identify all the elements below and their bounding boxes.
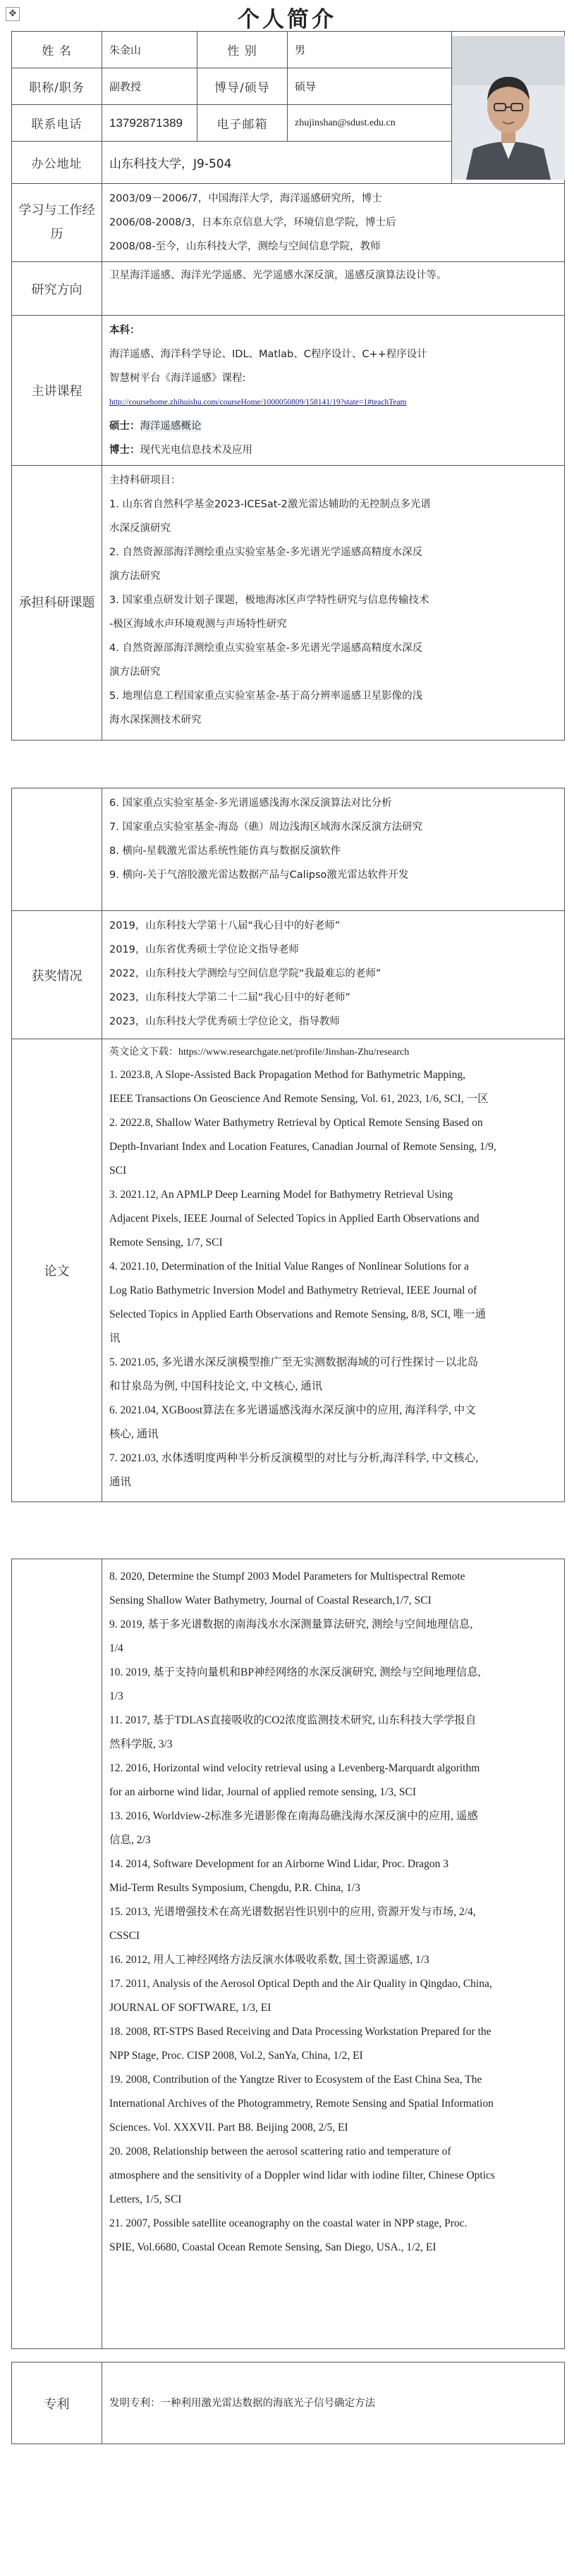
project-line: 海水深探测技术研究 xyxy=(109,714,202,726)
paper-line: 18. 2008, RT-STPS Based Receiving and Data Processing Workstation Prepared for the xyxy=(109,2026,491,2038)
supervisor-label: 博导/硕导 xyxy=(197,68,288,105)
awards-body xyxy=(102,911,565,1039)
patents-body xyxy=(102,2363,565,2444)
papers-continued-label xyxy=(12,1559,102,2349)
paper-line: CSSCI xyxy=(109,1930,140,1942)
research-body xyxy=(102,262,565,316)
papers-body xyxy=(102,1039,565,1502)
experience-body xyxy=(102,184,565,262)
project-line: 3. 国家重点研发计划子课题，极地海冰区声学特性研究与信息传输技术 xyxy=(109,595,429,606)
project-line: 5. 地理信息工程国家重点实验室基金-基于高分辨率遥感卫星影像的浅 xyxy=(109,691,423,702)
master-courses: 海洋遥感概论 xyxy=(140,421,202,432)
award-line: 2023，山东科技大学优秀硕士学位论文，指导教师 xyxy=(109,1016,340,1027)
research-label: 研究方向 xyxy=(12,262,102,316)
paper-line: 4. 2021.10, Determination of the Initial Value Ranges of Nonlinear Solutions for a xyxy=(109,1261,469,1272)
paper-line: 3. 2021.12, An APMLP Deep Learning Model for Bathymetry Retrieval Using xyxy=(109,1189,453,1201)
paper-line: Depth-Invariant Index and Location Features, Canadian Journal of Remote Sensing, 1/9, xyxy=(109,1141,496,1153)
profile-table xyxy=(11,31,565,741)
name-value: 朱金山 xyxy=(102,32,197,68)
courses-body xyxy=(102,316,565,466)
project-line: 7. 国家重点实验室基金-海岛（礁）周边浅海区域海水深反演方法研究 xyxy=(109,822,423,833)
paper-line: 信息, 2/3 xyxy=(109,1834,151,1846)
projects-intro: 主持科研项目： xyxy=(109,475,181,486)
paper-line: Selected Topics in Applied Earth Observations and Remote Sensing, 8/8, SCI, 唯一通 xyxy=(109,1308,487,1320)
paper-line: 17. 2011, Analysis of the Aerosol Optical Depth and the Air Quality in Qingdao, China, xyxy=(109,1978,492,1990)
gender-label: 性 别 xyxy=(197,32,288,68)
move-icon[interactable]: ✥ xyxy=(6,7,20,21)
projects-continued-label xyxy=(12,788,102,911)
awards-label: 获奖情况 xyxy=(12,911,102,1039)
paper-line: Remote Sensing, 1/7, SCI xyxy=(109,1237,223,1249)
address-label: 办公地址 xyxy=(12,142,102,184)
patents-label: 专利 xyxy=(12,2363,102,2444)
portrait-photo xyxy=(452,36,565,180)
paper-line: 和甘泉岛为例, 中国科技论文, 中文核心, 通讯 xyxy=(109,1380,323,1392)
projects-label: 承担科研课题 xyxy=(12,466,102,741)
page-title: 个人简介 xyxy=(238,7,336,32)
paper-line: 然科学版, 3/3 xyxy=(109,1738,173,1750)
email-value: zhujinshan@sdust.edu.cn xyxy=(288,105,452,142)
papers-label: 论文 xyxy=(12,1039,102,1502)
title-value: 副教授 xyxy=(102,68,197,105)
paper-line: NPP Stage, Proc. CISP 2008, Vol.2, SanYa, China, 1/2, EI xyxy=(109,2050,363,2062)
paper-line: Log Ratio Bathymetric Inversion Model and Bathymetry Retrieval, IEEE Journal of xyxy=(109,1284,477,1296)
project-line: -极区海域水声环境观测与声场特性研究 xyxy=(109,619,287,630)
project-line: 9. 横向-关于气溶胶激光雷达数据产品与Calipso激光雷达软件开发 xyxy=(109,869,409,881)
paper-line: International Archives of the Photogrammetry, Remote Sensing and Spatial Information xyxy=(109,2098,494,2110)
mooc-link[interactable]: http://coursehome.zhihuishu.com/courseHome/1000050809/158141/19?state=1#teachTeam xyxy=(109,398,407,407)
paper-line: 8. 2020, Determine the Stumpf 2003 Model Parameters for Multispectral Remote xyxy=(109,1571,465,1583)
paper-line: 通讯 xyxy=(109,1476,132,1488)
profile-table-2 xyxy=(11,788,565,1502)
paper-line: 9. 2019, 基于多光谱数据的南海浅水水深测量算法研究, 测绘与空间地理信息, xyxy=(109,1618,473,1630)
paper-line: for an airborne wind lidar, Journal of applied remote sensing, 1/3, SCI xyxy=(109,1786,416,1798)
experience-line: 2003/09－2006/7，中国海洋大学，海洋遥感研究所，博士 xyxy=(109,193,382,204)
projects-continued-body xyxy=(102,788,565,911)
mooc-text: 智慧树平台《海洋遥感》课程: xyxy=(109,373,246,384)
papers-continued-body xyxy=(102,1559,565,2349)
phd-label: 博士： xyxy=(109,445,140,456)
papers-intro: 英文论文下载：https://www.researchgate.net/profile/Jinshan-Zhu/research xyxy=(109,1047,410,1058)
research-line: 卫星海洋遥感、海洋光学遥感、光学遥感水深反演，遥感反演算法设计等。 xyxy=(109,270,447,281)
paper-line: atmosphere and the sensitivity of a Doppler wind lidar with iodine filter, Chinese Optics xyxy=(109,2169,495,2181)
project-line: 1. 山东省自然科学基金2023-ICESat-2激光雷达辅助的无控制点多光谱 xyxy=(109,499,431,510)
paper-line: 7. 2021.03, 水体透明度两种半分析反演模型的对比与分析,海洋科学, 中文核心, xyxy=(109,1452,479,1464)
project-line: 水深反演研究 xyxy=(109,523,171,534)
projects-body xyxy=(102,466,565,741)
name-label: 姓 名 xyxy=(12,32,102,68)
paper-line: Letters, 1/5, SCI xyxy=(109,2193,182,2205)
award-line: 2022，山东科技大学测绘与空间信息学院“我最难忘的老师” xyxy=(109,968,381,979)
project-line: 4. 自然资源部海洋测绘重点实验室基金-多光谱光学遥感高精度水深反 xyxy=(109,643,423,654)
paper-line: 12. 2016, Horizontal wind velocity retrieval using a Levenberg-Marquardt algorithm xyxy=(109,1762,480,1774)
paper-line: Adjacent Pixels, IEEE Journal of Selected Topics in Applied Earth Observations and xyxy=(109,1213,480,1225)
experience-line: 2006/08-2008/3，日本东京信息大学，环境信息学院，博士后 xyxy=(109,217,396,228)
paper-line: 核心, 通讯 xyxy=(109,1428,159,1440)
courses-label: 主讲课程 xyxy=(12,316,102,466)
phd-courses: 现代光电信息技术及应用 xyxy=(140,445,252,456)
experience-line: 2008/08-至今，山东科技大学，测绘与空间信息学院，教师 xyxy=(109,241,381,252)
award-line: 2019，山东科技大学第十八届“我心目中的好老师” xyxy=(109,920,341,931)
patent-line: 发明专利：一种利用激光雷达数据的海底光子信号确定方法 xyxy=(109,2397,375,2409)
paper-line: 11. 2017, 基于TDLAS直接吸收的CO2浓度监测技术研究, 山东科技大学学报自 xyxy=(109,1714,477,1726)
paper-line: Sciences. Vol. XXXVII. Part B8. Beijing 2008, 2/5, EI xyxy=(109,2122,348,2134)
gender-value: 男 xyxy=(288,32,452,68)
paper-line: 2. 2022.8, Shallow Water Bathymetry Retrieval by Optical Remote Sensing Based on xyxy=(109,1117,483,1129)
paper-line: 讯 xyxy=(109,1332,121,1344)
paper-line: 20. 2008, Relationship between the aerosol scattering ratio and temperature of xyxy=(109,2145,451,2157)
phone-label: 联系电话 xyxy=(12,105,102,142)
master-label: 硕士： xyxy=(109,421,140,432)
paper-line: JOURNAL OF SOFTWARE, 1/3, EI xyxy=(109,2002,271,2014)
project-line: 演方法研究 xyxy=(109,667,161,678)
paper-line: SPIE, Vol.6680, Coastal Ocean Remote Sensing, San Diego, USA., 1/2, EI xyxy=(109,2241,436,2253)
profile-table-4 xyxy=(11,2362,565,2444)
award-line: 2023，山东科技大学第二十二届“我心目中的好老师” xyxy=(109,992,350,1003)
award-line: 2019，山东省优秀硕士学位论文指导老师 xyxy=(109,944,299,955)
email-label: 电子邮箱 xyxy=(197,105,288,142)
paper-line: 19. 2008, Contribution of the Yangtze River to Ecosystem of the East China Sea, The xyxy=(109,2074,482,2086)
paper-line: 5. 2021.05, 多光谱水深反演模型推广至无实测数据海域的可行性探讨－以北岛 xyxy=(109,1356,479,1368)
paper-line: Sensing Shallow Water Bathymetry, Journal of Coastal Research,1/7, SCI xyxy=(109,1594,432,1606)
paper-line: IEEE Transactions On Geoscience And Remote Sensing, Vol. 61, 2023, 1/6, SCI, 一区 xyxy=(109,1093,489,1105)
supervisor-value: 硕导 xyxy=(288,68,452,105)
project-line: 演方法研究 xyxy=(109,571,161,582)
paper-line: SCI xyxy=(109,1165,127,1177)
paper-line: 10. 2019, 基于支持向量机和BP神经网络的水深反演研究, 测绘与空间地理信息, xyxy=(109,1666,481,1678)
paper-line: 1/3 xyxy=(109,1690,123,1702)
paper-line: Mid-Term Results Symposium, Chengdu, P.R. China, 1/3 xyxy=(109,1882,360,1894)
paper-line: 1. 2023.8, A Slope-Assisted Back Propagation Method for Bathymetric Mapping, xyxy=(109,1069,465,1081)
experience-label: 学习与工作经历 xyxy=(12,184,102,262)
paper-line: 13. 2016, Worldview-2标准多光谱影像在南海岛礁浅海水深反演中的应用, 遥感 xyxy=(109,1810,478,1822)
paper-line: 6. 2021.04, XGBoost算法在多光谱遥感浅海水深反演中的应用, 海洋科学, 中文 xyxy=(109,1404,476,1416)
project-line: 8. 横向-星载激光雷达系统性能仿真与数据反演软件 xyxy=(109,846,341,857)
paper-line: 15. 2013, 光谱增强技术在高光谱数据岩性识别中的应用, 资源开发与市场, 2/4, xyxy=(109,1906,476,1918)
phone-value: 13792871389 xyxy=(102,105,197,142)
undergrad-label: 本科： xyxy=(109,325,140,336)
profile-table-3 xyxy=(11,1559,565,2349)
paper-line: 16. 2012, 用人工神经网络方法反演水体吸收系数, 国土资源遥感, 1/3 xyxy=(109,1954,429,1966)
paper-line: 14. 2014, Software Development for an Airborne Wind Lidar, Proc. Dragon 3 xyxy=(109,1858,449,1870)
project-line: 2. 自然资源部海洋测绘重点实验室基金-多光谱光学遥感高精度水深反 xyxy=(109,547,423,558)
project-line: 6. 国家重点实验室基金-多光谱遥感浅海水深反演算法对比分析 xyxy=(109,798,392,809)
title-label: 职称/职务 xyxy=(12,68,102,105)
paper-line: 21. 2007, Possible satellite oceanography on the coastal water in NPP stage, Proc. xyxy=(109,2217,468,2229)
undergrad-courses: 海洋遥感、海洋科学导论、IDL、Matlab、C程序设计、C++程序设计 xyxy=(109,349,427,360)
paper-line: 1/4 xyxy=(109,1642,123,1654)
photo-cell xyxy=(452,32,565,184)
address-value: 山东科技大学，J9-504 xyxy=(102,142,452,184)
